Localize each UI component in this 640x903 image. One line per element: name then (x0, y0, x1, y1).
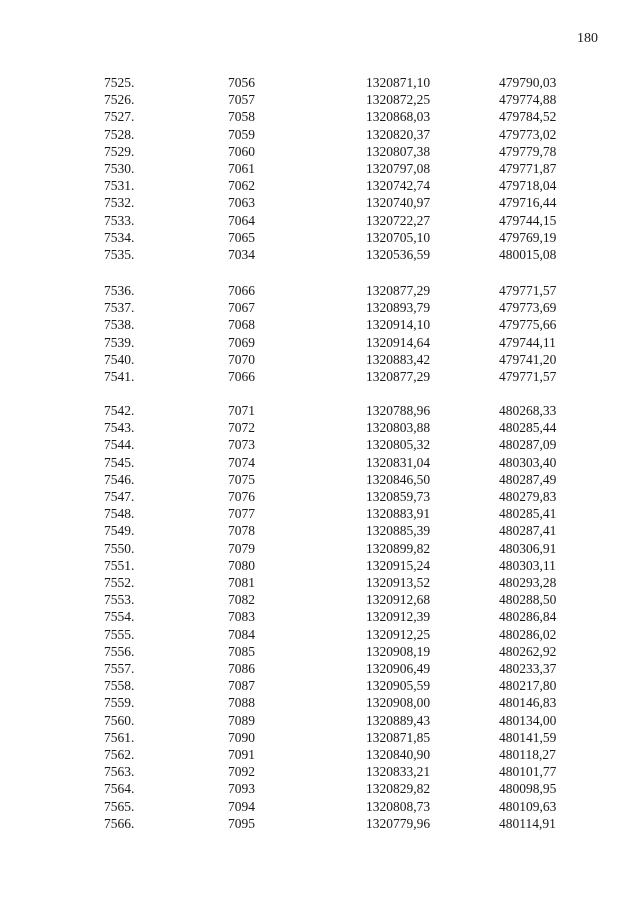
y-coordinate: 480015,08 (499, 247, 557, 262)
table-row (0, 522, 640, 539)
table-row (0, 246, 640, 263)
point-number: 7562. (104, 747, 135, 762)
x-coordinate: 1320914,64 (366, 334, 431, 350)
y-coordinate: 479744,15 (499, 212, 557, 228)
node-id: 7089 (228, 712, 255, 728)
point-number: 7548. (104, 506, 135, 522)
point-number: 7547. (104, 489, 135, 504)
point-number: 7528. (104, 126, 135, 142)
x-coordinate: 1320705,10 (366, 229, 431, 245)
table-row (0, 557, 640, 574)
y-coordinate: 479773,69 (499, 300, 557, 316)
y-coordinate: 479771,57 (499, 369, 557, 384)
y-coordinate: 480285,41 (499, 506, 557, 522)
table-row (0, 419, 640, 436)
node-id: 7034 (228, 247, 255, 262)
node-id: 7075 (228, 471, 255, 487)
x-coordinate: 1320820,37 (366, 126, 431, 142)
node-id: 7063 (228, 195, 255, 211)
point-number: 7554. (104, 609, 135, 625)
x-coordinate: 1320740,97 (366, 195, 431, 211)
node-id: 7076 (228, 489, 255, 504)
table-row (0, 471, 640, 488)
table-row (0, 454, 640, 471)
y-coordinate: 480303,11 (499, 557, 556, 573)
x-coordinate: 1320915,24 (366, 557, 431, 573)
x-coordinate: 1320805,32 (366, 437, 431, 453)
y-coordinate: 479779,78 (499, 143, 557, 159)
y-coordinate: 480146,83 (499, 695, 557, 711)
y-coordinate: 480118,27 (499, 747, 556, 762)
point-number: 7527. (104, 109, 135, 125)
node-id: 7087 (228, 678, 255, 694)
table-row (0, 212, 640, 229)
x-coordinate: 1320871,10 (366, 75, 431, 90)
x-coordinate: 1320788,96 (366, 403, 431, 418)
y-coordinate: 480101,77 (499, 764, 557, 780)
x-coordinate: 1320846,50 (366, 471, 431, 487)
x-coordinate: 1320859,73 (366, 489, 431, 504)
node-id: 7083 (228, 609, 255, 625)
point-number: 7539. (104, 334, 135, 350)
point-number: 7564. (104, 781, 135, 797)
node-id: 7074 (228, 454, 255, 470)
y-coordinate: 480303,40 (499, 454, 557, 470)
table-row (0, 316, 640, 333)
node-id: 7072 (228, 420, 255, 436)
point-number: 7553. (104, 592, 135, 608)
y-coordinate: 480141,59 (499, 729, 557, 745)
point-number: 7543. (104, 420, 135, 436)
table-row (0, 402, 640, 419)
node-id: 7073 (228, 437, 255, 453)
table-row (0, 126, 640, 143)
node-id: 7095 (228, 815, 255, 831)
node-id: 7070 (228, 351, 255, 367)
node-id: 7084 (228, 626, 255, 642)
point-number: 7544. (104, 437, 135, 453)
y-coordinate: 479771,57 (499, 283, 557, 298)
x-coordinate: 1320803,88 (366, 420, 431, 436)
point-number: 7560. (104, 712, 135, 728)
table-row (0, 712, 640, 729)
point-number: 7557. (104, 661, 135, 676)
node-id: 7058 (228, 109, 255, 125)
point-number: 7529. (104, 143, 135, 159)
table-row (0, 660, 640, 677)
x-coordinate: 1320905,59 (366, 678, 431, 694)
point-number: 7542. (104, 403, 135, 418)
table-row (0, 368, 640, 385)
x-coordinate: 1320877,29 (366, 283, 431, 298)
y-coordinate: 480286,02 (499, 626, 557, 642)
y-coordinate: 480217,80 (499, 678, 557, 694)
node-id: 7090 (228, 729, 255, 745)
point-number: 7537. (104, 300, 135, 316)
y-coordinate: 480293,28 (499, 575, 557, 590)
y-coordinate: 480288,50 (499, 592, 557, 608)
node-id: 7062 (228, 178, 255, 194)
node-id: 7064 (228, 212, 255, 228)
table-row (0, 505, 640, 522)
table-row (0, 143, 640, 160)
table-row (0, 798, 640, 815)
x-coordinate: 1320912,68 (366, 592, 431, 608)
y-coordinate: 480286,84 (499, 609, 557, 625)
y-coordinate: 480262,92 (499, 643, 557, 659)
table-row (0, 488, 640, 505)
node-id: 7067 (228, 300, 255, 316)
y-coordinate: 480287,09 (499, 437, 557, 453)
point-number: 7546. (104, 471, 135, 487)
node-id: 7080 (228, 557, 255, 573)
y-coordinate: 480279,83 (499, 489, 557, 504)
point-number: 7563. (104, 764, 135, 780)
node-id: 7092 (228, 764, 255, 780)
table-row (0, 780, 640, 797)
x-coordinate: 1320883,42 (366, 351, 431, 367)
node-id: 7081 (228, 575, 255, 590)
point-number: 7530. (104, 161, 135, 176)
node-id: 7066 (228, 369, 255, 384)
point-number: 7533. (104, 212, 135, 228)
y-coordinate: 479775,66 (499, 317, 557, 333)
point-number: 7556. (104, 643, 135, 659)
point-number: 7558. (104, 678, 135, 694)
x-coordinate: 1320889,43 (366, 712, 431, 728)
y-coordinate: 480306,91 (499, 540, 557, 556)
x-coordinate: 1320797,08 (366, 161, 431, 176)
node-id: 7088 (228, 695, 255, 711)
node-id: 7068 (228, 317, 255, 333)
x-coordinate: 1320872,25 (366, 92, 431, 108)
y-coordinate: 480233,37 (499, 661, 557, 676)
y-coordinate: 480287,41 (499, 523, 557, 539)
table-row (0, 351, 640, 368)
point-number: 7549. (104, 523, 135, 539)
node-id: 7093 (228, 781, 255, 797)
node-id: 7065 (228, 229, 255, 245)
point-number: 7551. (104, 557, 135, 573)
y-coordinate: 479784,52 (499, 109, 557, 125)
y-coordinate: 480287,49 (499, 471, 557, 487)
point-number: 7538. (104, 317, 135, 333)
x-coordinate: 1320722,27 (366, 212, 431, 228)
node-id: 7082 (228, 592, 255, 608)
node-id: 7077 (228, 506, 255, 522)
y-coordinate: 480098,95 (499, 781, 557, 797)
x-coordinate: 1320899,82 (366, 540, 431, 556)
point-number: 7565. (104, 798, 135, 814)
x-coordinate: 1320779,96 (366, 815, 431, 831)
y-coordinate: 479716,44 (499, 195, 557, 211)
x-coordinate: 1320906,49 (366, 661, 431, 676)
table-row (0, 229, 640, 246)
table-row (0, 763, 640, 780)
point-number: 7536. (104, 283, 135, 298)
point-number: 7561. (104, 729, 135, 745)
table-row (0, 746, 640, 763)
node-id: 7091 (228, 747, 255, 762)
y-coordinate: 480114,91 (499, 815, 556, 831)
point-number: 7545. (104, 454, 135, 470)
node-id: 7061 (228, 161, 255, 176)
node-id: 7056 (228, 75, 255, 90)
x-coordinate: 1320742,74 (366, 178, 431, 194)
node-id: 7059 (228, 126, 255, 142)
y-coordinate: 479744,11 (499, 334, 556, 350)
x-coordinate: 1320913,52 (366, 575, 431, 590)
node-id: 7085 (228, 643, 255, 659)
point-number: 7555. (104, 626, 135, 642)
table-row (0, 91, 640, 108)
x-coordinate: 1320885,39 (366, 523, 431, 539)
point-number: 7559. (104, 695, 135, 711)
x-coordinate: 1320808,73 (366, 798, 431, 814)
point-number: 7532. (104, 195, 135, 211)
table-row (0, 677, 640, 694)
point-number: 7552. (104, 575, 135, 590)
y-coordinate: 480268,33 (499, 403, 557, 418)
node-id: 7069 (228, 334, 255, 350)
node-id: 7079 (228, 540, 255, 556)
x-coordinate: 1320893,79 (366, 300, 431, 316)
table-row (0, 436, 640, 453)
x-coordinate: 1320807,38 (366, 143, 431, 159)
x-coordinate: 1320908,00 (366, 695, 431, 711)
table-row (0, 160, 640, 177)
point-number: 7535. (104, 247, 135, 262)
node-id: 7071 (228, 403, 255, 418)
y-coordinate: 479771,87 (499, 161, 557, 176)
table-row (0, 815, 640, 832)
node-id: 7078 (228, 523, 255, 539)
table-row (0, 282, 640, 299)
table-row (0, 177, 640, 194)
point-number: 7541. (104, 369, 135, 384)
point-number: 7540. (104, 351, 135, 367)
x-coordinate: 1320914,10 (366, 317, 431, 333)
y-coordinate: 480285,44 (499, 420, 557, 436)
node-id: 7060 (228, 143, 255, 159)
table-row (0, 574, 640, 591)
table-row (0, 591, 640, 608)
x-coordinate: 1320829,82 (366, 781, 431, 797)
table-row (0, 608, 640, 625)
x-coordinate: 1320840,90 (366, 747, 431, 762)
node-id: 7086 (228, 661, 255, 676)
table-row (0, 299, 640, 316)
node-id: 7066 (228, 283, 255, 298)
table-row (0, 540, 640, 557)
table-row (0, 643, 640, 660)
y-coordinate: 479790,03 (499, 75, 557, 90)
x-coordinate: 1320833,21 (366, 764, 431, 780)
x-coordinate: 1320912,39 (366, 609, 431, 625)
x-coordinate: 1320883,91 (366, 506, 431, 522)
point-number: 7534. (104, 229, 135, 245)
point-number: 7566. (104, 815, 135, 831)
x-coordinate: 1320868,03 (366, 109, 431, 125)
y-coordinate: 479769,19 (499, 229, 557, 245)
table-row (0, 74, 640, 91)
x-coordinate: 1320536,59 (366, 247, 431, 262)
x-coordinate: 1320877,29 (366, 369, 431, 384)
y-coordinate: 479774,88 (499, 92, 557, 108)
y-coordinate: 480134,00 (499, 712, 557, 728)
node-id: 7094 (228, 798, 255, 814)
x-coordinate: 1320871,85 (366, 729, 431, 745)
table-row (0, 626, 640, 643)
point-number: 7525. (104, 75, 135, 90)
y-coordinate: 479773,02 (499, 126, 557, 142)
table-row (0, 108, 640, 125)
point-number: 7526. (104, 92, 135, 108)
node-id: 7057 (228, 92, 255, 108)
y-coordinate: 479718,04 (499, 178, 557, 194)
x-coordinate: 1320912,25 (366, 626, 431, 642)
point-number: 7550. (104, 540, 135, 556)
table-row (0, 334, 640, 351)
point-number: 7531. (104, 178, 135, 194)
table-row (0, 194, 640, 211)
y-coordinate: 480109,63 (499, 798, 557, 814)
x-coordinate: 1320908,19 (366, 643, 431, 659)
y-coordinate: 479741,20 (499, 351, 557, 367)
page-number: 180 (577, 31, 598, 46)
x-coordinate: 1320831,04 (366, 454, 431, 470)
table-row (0, 729, 640, 746)
table-row (0, 694, 640, 711)
